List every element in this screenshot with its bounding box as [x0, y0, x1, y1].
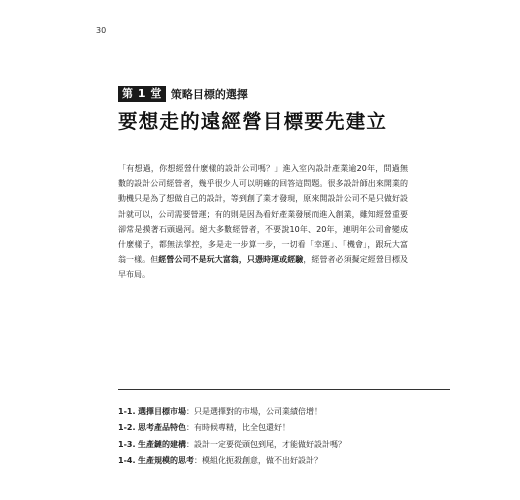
item-description: 設計一定要從頭包到尾，才能做好設計嗎？	[194, 439, 347, 449]
item-separator: ：	[186, 439, 195, 449]
item-number: 1-1.	[118, 407, 136, 416]
list-item	[118, 404, 346, 420]
section-list	[118, 404, 346, 470]
item-description: 只是選擇對的市場，公司業績倍增！	[194, 407, 323, 416]
list-item	[118, 453, 346, 469]
item-title: 思考產品特色	[138, 423, 187, 433]
page-number: 30	[96, 26, 107, 35]
item-title: 選擇目標市場	[138, 407, 187, 416]
item-separator: ：	[194, 456, 203, 466]
section-divider	[118, 389, 450, 390]
item-number: 1-3.	[118, 439, 136, 449]
paragraph-text-end: ，經營者必須擬定經營目標及早布局。	[118, 255, 409, 280]
item-separator: ：	[186, 407, 195, 416]
item-number: 1-4.	[118, 456, 136, 466]
list-item	[118, 420, 346, 436]
paragraph-text: 「有想過，你想經營什麼樣的設計公司嗎？」進入室內設計產業逾20年，問過無數的設計公司經營者，幾乎很少人可以明確的回答這問題。很多設計師出來開業的動機只是為了想做自己的設計，等到創了業才發現，原來開設計公司不是只做好設計就可以，公司需要營運；有的則是因為看好產業發展而進入創業，雖知經營重要卻常是摸著石頭過河。絕大多數經營者，不要說10年、20年，連明年公司會變成什麼樣子，都無法掌控，多是走一步算一步，一切看「幸運」、「機會」，跟玩大富翁一樣。但	[118, 164, 408, 265]
item-description: 有時候專精，比全包還好！	[194, 423, 291, 433]
lesson-header	[118, 86, 248, 102]
body-paragraph	[118, 161, 408, 283]
paragraph-emphasis: 經營公司不是玩大富翁，只憑時運或經驗	[158, 255, 304, 265]
page-title: 要想走的遠經營目標要先建立	[118, 110, 388, 133]
item-separator: ：	[186, 423, 195, 433]
lesson-subtitle: 策略目標的選擇	[170, 88, 248, 101]
list-item	[118, 437, 346, 453]
item-number: 1-2.	[118, 423, 136, 433]
lesson-tag: 第 1 堂	[118, 86, 166, 102]
item-title: 生產規模的思考	[138, 456, 195, 466]
item-description: 模組化扼殺創意，做不出好設計？	[202, 456, 323, 466]
item-title: 生產鏈的建構	[138, 439, 187, 449]
